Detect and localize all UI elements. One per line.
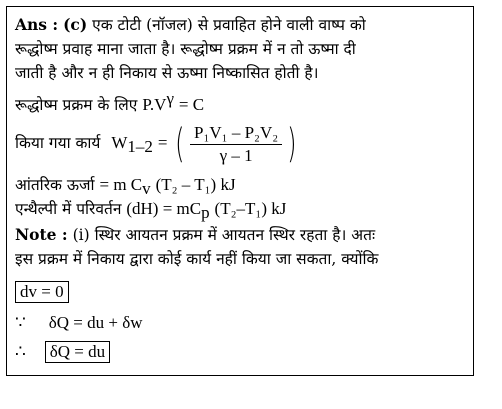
work-subscript: 1–2 [127, 137, 153, 157]
answer-text-1: एक टोटी (नॉजल) से प्रवाहित होने वाली वाष्प को [92, 16, 366, 34]
because-icon: ∵ [15, 313, 26, 332]
internal-energy-eq: = m C [99, 175, 143, 194]
answer-line-1 [15, 15, 366, 35]
therefore-icon: ∴ [15, 342, 26, 361]
answer-label: Ans : [15, 15, 59, 34]
note-line-1 [15, 225, 375, 245]
work-symbol: W [111, 133, 128, 152]
adiabatic-eq: P.V [142, 95, 167, 115]
cv-subscript: v [142, 179, 151, 199]
therefore-boxed-eq: δQ = du [45, 341, 110, 363]
adiabatic-label: रूद्धोष्म प्रक्रम के लिए [15, 96, 138, 115]
dv-line [15, 281, 69, 303]
right-paren-icon: ) [287, 121, 297, 167]
answer-line-2: रूद्धोष्म प्रवाह माना जाता है। रूद्धोष्म प्रक्रम में न तो ऊष्मा दी [15, 40, 356, 58]
internal-energy-line [15, 175, 236, 199]
enthalpy-rest: (T₂–T₁) kJ [214, 199, 287, 218]
work-denominator: γ – 1 [219, 145, 253, 165]
note-label: Note : [15, 225, 68, 244]
adiabatic-relation [15, 89, 204, 115]
dv-boxed-eq: dv = 0 [15, 281, 69, 303]
gamma-exponent: γ [166, 89, 174, 108]
work-equals: = [157, 133, 168, 152]
therefore-line [15, 341, 110, 363]
work-label: किया गया कार्य [15, 134, 101, 152]
since-line [15, 313, 143, 333]
work-done-line [15, 115, 300, 175]
internal-energy-label: आंतरिक ऊर्जा [15, 176, 95, 194]
work-numerator: P₁V₁ – P₂V₂ [190, 123, 282, 145]
answer-line-3: जाती है और न ही निकाय से ऊष्मा निष्कासित होती है। [15, 64, 319, 82]
adiabatic-rhs: = C [178, 95, 205, 115]
since-eq: δQ = du + δw [48, 313, 143, 332]
internal-energy-rest: (T₂ – T₁) kJ [155, 175, 236, 194]
answer-option: (c) [63, 15, 88, 34]
enthalpy-line [15, 199, 286, 223]
enthalpy-eq: (dH) = mC [126, 199, 202, 218]
note-text-1: (i) स्थिर आयतन प्रक्रम में आयतन स्थिर रहता है। अतः [72, 226, 376, 244]
cp-subscript: p [201, 203, 210, 223]
left-paren-icon: ( [175, 121, 185, 167]
answer-box [6, 6, 474, 376]
work-fraction [190, 123, 282, 166]
note-line-2: इस प्रक्रम में निकाय द्वारा कोई कार्य नहीं किया जा सकता, क्योंकि [15, 250, 379, 268]
enthalpy-label: एन्थैल्पी में परिवर्तन [15, 200, 122, 218]
